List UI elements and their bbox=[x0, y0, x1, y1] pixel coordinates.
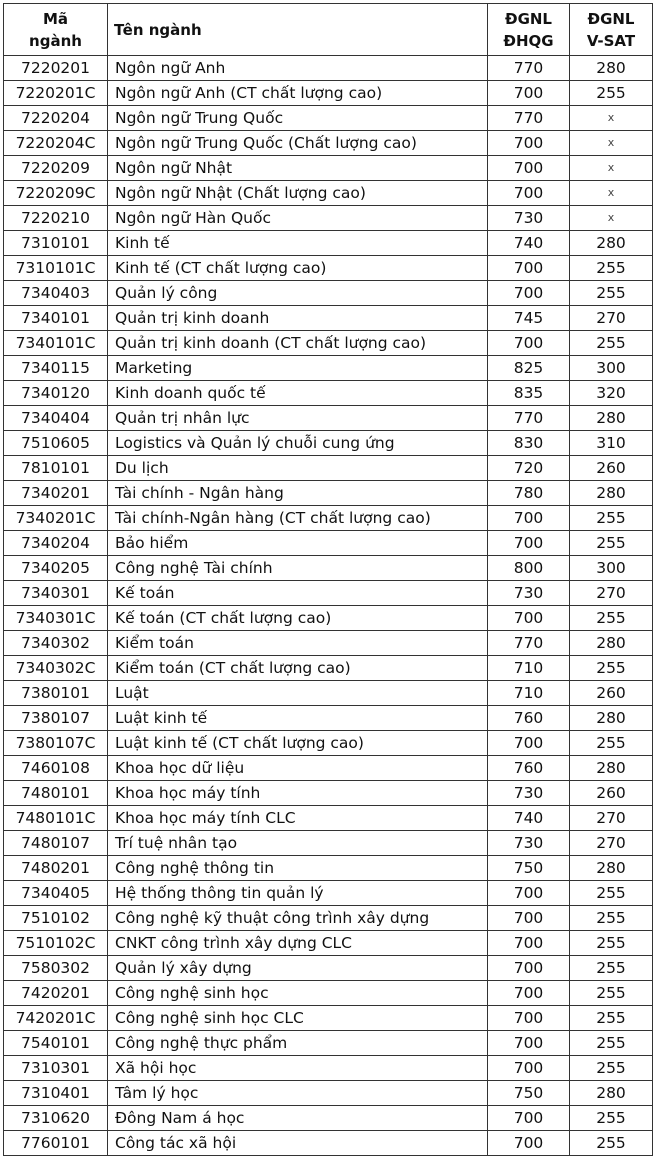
dhqg-score-cell: 700 bbox=[488, 1131, 570, 1156]
table-row bbox=[4, 581, 653, 606]
major-name-cell: Công nghệ Tài chính bbox=[108, 556, 488, 581]
vsat-score-cell: 300 bbox=[570, 356, 653, 381]
table-row bbox=[4, 556, 653, 581]
dhqg-score-cell: 740 bbox=[488, 231, 570, 256]
table-row bbox=[4, 181, 653, 206]
vsat-score-cell: 255 bbox=[570, 1056, 653, 1081]
vsat-score-cell: 280 bbox=[570, 706, 653, 731]
vsat-score-cell: x bbox=[570, 106, 653, 131]
dhqg-score-cell: 700 bbox=[488, 881, 570, 906]
table-row bbox=[4, 56, 653, 81]
table-row bbox=[4, 531, 653, 556]
major-code-cell: 7480101C bbox=[4, 806, 108, 831]
table-row bbox=[4, 206, 653, 231]
dhqg-score-cell: 740 bbox=[488, 806, 570, 831]
major-code-cell: 7340101C bbox=[4, 331, 108, 356]
table-row bbox=[4, 431, 653, 456]
dhqg-score-cell: 745 bbox=[488, 306, 570, 331]
header-code-line2: ngành bbox=[29, 31, 82, 50]
table-row bbox=[4, 1131, 653, 1156]
dhqg-score-cell: 700 bbox=[488, 256, 570, 281]
major-name-cell: Ngôn ngữ Trung Quốc (Chất lượng cao) bbox=[108, 131, 488, 156]
major-code-cell: 7480101 bbox=[4, 781, 108, 806]
vsat-score-cell: 270 bbox=[570, 306, 653, 331]
major-name-cell: Công nghệ thực phẩm bbox=[108, 1031, 488, 1056]
dhqg-score-cell: 770 bbox=[488, 106, 570, 131]
table-row bbox=[4, 306, 653, 331]
dhqg-score-cell: 700 bbox=[488, 281, 570, 306]
major-name-cell: Kiểm toán (CT chất lượng cao) bbox=[108, 656, 488, 681]
dhqg-score-cell: 700 bbox=[488, 956, 570, 981]
table-row bbox=[4, 906, 653, 931]
vsat-score-cell: 255 bbox=[570, 956, 653, 981]
vsat-score-cell: 260 bbox=[570, 781, 653, 806]
header-vsat-line1: ĐGNL bbox=[587, 9, 635, 28]
table-row bbox=[4, 331, 653, 356]
major-code-cell: 7340205 bbox=[4, 556, 108, 581]
major-code-cell: 7580302 bbox=[4, 956, 108, 981]
table-row bbox=[4, 806, 653, 831]
vsat-score-cell: 255 bbox=[570, 256, 653, 281]
dhqg-score-cell: 730 bbox=[488, 781, 570, 806]
dhqg-score-cell: 700 bbox=[488, 931, 570, 956]
major-code-cell: 7760101 bbox=[4, 1131, 108, 1156]
vsat-score-cell: 255 bbox=[570, 506, 653, 531]
major-code-cell: 7220204C bbox=[4, 131, 108, 156]
major-name-cell: Kế toán bbox=[108, 581, 488, 606]
vsat-score-cell: 255 bbox=[570, 931, 653, 956]
vsat-score-cell: 255 bbox=[570, 531, 653, 556]
dhqg-score-cell: 700 bbox=[488, 81, 570, 106]
major-name-cell: Bảo hiểm bbox=[108, 531, 488, 556]
vsat-score-cell: 255 bbox=[570, 606, 653, 631]
major-name-cell: Quản trị nhân lực bbox=[108, 406, 488, 431]
dhqg-score-cell: 800 bbox=[488, 556, 570, 581]
dhqg-score-cell: 700 bbox=[488, 606, 570, 631]
header-dhqg-line2: ĐHQG bbox=[503, 31, 554, 50]
major-name-cell: Công nghệ sinh học CLC bbox=[108, 1006, 488, 1031]
table-row bbox=[4, 356, 653, 381]
major-code-cell: 7220204 bbox=[4, 106, 108, 131]
vsat-score-cell: 255 bbox=[570, 281, 653, 306]
vsat-score-cell: 270 bbox=[570, 806, 653, 831]
major-name-cell: Quản trị kinh doanh (CT chất lượng cao) bbox=[108, 331, 488, 356]
major-name-cell: Luật bbox=[108, 681, 488, 706]
major-name-cell: Trí tuệ nhân tạo bbox=[108, 831, 488, 856]
vsat-score-cell: 255 bbox=[570, 981, 653, 1006]
header-dhqg bbox=[488, 4, 570, 56]
table-row bbox=[4, 506, 653, 531]
dhqg-score-cell: 710 bbox=[488, 656, 570, 681]
vsat-score-cell: 255 bbox=[570, 1106, 653, 1131]
major-code-cell: 7340120 bbox=[4, 381, 108, 406]
dhqg-score-cell: 770 bbox=[488, 56, 570, 81]
table-row bbox=[4, 406, 653, 431]
major-code-cell: 7220209 bbox=[4, 156, 108, 181]
table-row bbox=[4, 156, 653, 181]
table-row bbox=[4, 131, 653, 156]
table-row bbox=[4, 881, 653, 906]
vsat-score-cell: 280 bbox=[570, 631, 653, 656]
major-code-cell: 7340301 bbox=[4, 581, 108, 606]
vsat-score-cell: 280 bbox=[570, 481, 653, 506]
major-code-cell: 7310101 bbox=[4, 231, 108, 256]
dhqg-score-cell: 760 bbox=[488, 756, 570, 781]
major-name-cell: Kinh tế (CT chất lượng cao) bbox=[108, 256, 488, 281]
dhqg-score-cell: 700 bbox=[488, 1106, 570, 1131]
major-name-cell: Ngôn ngữ Anh bbox=[108, 56, 488, 81]
major-name-cell: Công nghệ sinh học bbox=[108, 981, 488, 1006]
major-code-cell: 7380107 bbox=[4, 706, 108, 731]
vsat-score-cell: 255 bbox=[570, 1031, 653, 1056]
major-name-cell: Luật kinh tế bbox=[108, 706, 488, 731]
table-header bbox=[4, 4, 653, 56]
major-name-cell: Ngôn ngữ Trung Quốc bbox=[108, 106, 488, 131]
vsat-score-cell: 270 bbox=[570, 581, 653, 606]
dhqg-score-cell: 700 bbox=[488, 1006, 570, 1031]
dhqg-score-cell: 730 bbox=[488, 581, 570, 606]
major-code-cell: 7380101 bbox=[4, 681, 108, 706]
major-name-cell: Khoa học máy tính CLC bbox=[108, 806, 488, 831]
table-row bbox=[4, 1081, 653, 1106]
header-code bbox=[4, 4, 108, 56]
table-row bbox=[4, 706, 653, 731]
vsat-score-cell: 280 bbox=[570, 856, 653, 881]
dhqg-score-cell: 760 bbox=[488, 706, 570, 731]
vsat-score-cell: 320 bbox=[570, 381, 653, 406]
table-row bbox=[4, 681, 653, 706]
vsat-score-cell: x bbox=[570, 181, 653, 206]
major-code-cell: 7340302 bbox=[4, 631, 108, 656]
vsat-score-cell: 280 bbox=[570, 1081, 653, 1106]
major-code-cell: 7480201 bbox=[4, 856, 108, 881]
vsat-score-cell: 310 bbox=[570, 431, 653, 456]
major-code-cell: 7220201C bbox=[4, 81, 108, 106]
vsat-score-cell: x bbox=[570, 206, 653, 231]
major-code-cell: 7310301 bbox=[4, 1056, 108, 1081]
vsat-score-cell: 255 bbox=[570, 881, 653, 906]
major-name-cell: Du lịch bbox=[108, 456, 488, 481]
header-dhqg-line1: ĐGNL bbox=[505, 9, 552, 28]
table-row bbox=[4, 1031, 653, 1056]
vsat-score-cell: 270 bbox=[570, 831, 653, 856]
major-code-cell: 7220201 bbox=[4, 56, 108, 81]
dhqg-score-cell: 700 bbox=[488, 1031, 570, 1056]
dhqg-score-cell: 700 bbox=[488, 981, 570, 1006]
major-code-cell: 7480107 bbox=[4, 831, 108, 856]
major-name-cell: Luật kinh tế (CT chất lượng cao) bbox=[108, 731, 488, 756]
header-vsat bbox=[570, 4, 653, 56]
dhqg-score-cell: 700 bbox=[488, 906, 570, 931]
major-name-cell: Quản lý xây dựng bbox=[108, 956, 488, 981]
major-name-cell: Kiểm toán bbox=[108, 631, 488, 656]
major-name-cell: Ngôn ngữ Nhật bbox=[108, 156, 488, 181]
major-name-cell: Kinh doanh quốc tế bbox=[108, 381, 488, 406]
dhqg-score-cell: 770 bbox=[488, 631, 570, 656]
table-row bbox=[4, 456, 653, 481]
dhqg-score-cell: 835 bbox=[488, 381, 570, 406]
dhqg-score-cell: 700 bbox=[488, 531, 570, 556]
dhqg-score-cell: 830 bbox=[488, 431, 570, 456]
table-row bbox=[4, 81, 653, 106]
major-code-cell: 7380107C bbox=[4, 731, 108, 756]
table-row bbox=[4, 631, 653, 656]
table-body bbox=[4, 56, 653, 1156]
major-name-cell: Xã hội học bbox=[108, 1056, 488, 1081]
major-name-cell: Ngôn ngữ Nhật (Chất lượng cao) bbox=[108, 181, 488, 206]
vsat-score-cell: 255 bbox=[570, 731, 653, 756]
table-row bbox=[4, 731, 653, 756]
table-row bbox=[4, 231, 653, 256]
major-code-cell: 7340405 bbox=[4, 881, 108, 906]
major-name-cell: Ngôn ngữ Anh (CT chất lượng cao) bbox=[108, 81, 488, 106]
table-row bbox=[4, 781, 653, 806]
dhqg-score-cell: 730 bbox=[488, 206, 570, 231]
major-code-cell: 7340201C bbox=[4, 506, 108, 531]
major-name-cell: Marketing bbox=[108, 356, 488, 381]
vsat-score-cell: 255 bbox=[570, 906, 653, 931]
major-name-cell: Tài chính-Ngân hàng (CT chất lượng cao) bbox=[108, 506, 488, 531]
dhqg-score-cell: 700 bbox=[488, 731, 570, 756]
dhqg-score-cell: 700 bbox=[488, 131, 570, 156]
major-code-cell: 7340201 bbox=[4, 481, 108, 506]
major-name-cell: Quản lý công bbox=[108, 281, 488, 306]
vsat-score-cell: 300 bbox=[570, 556, 653, 581]
major-code-cell: 7220209C bbox=[4, 181, 108, 206]
table-row bbox=[4, 1056, 653, 1081]
table-row bbox=[4, 656, 653, 681]
major-code-cell: 7310101C bbox=[4, 256, 108, 281]
header-code-line1: Mã bbox=[42, 9, 69, 28]
major-code-cell: 7420201C bbox=[4, 1006, 108, 1031]
major-code-cell: 7510605 bbox=[4, 431, 108, 456]
major-code-cell: 7340115 bbox=[4, 356, 108, 381]
dhqg-score-cell: 780 bbox=[488, 481, 570, 506]
table-row bbox=[4, 106, 653, 131]
major-code-cell: 7340302C bbox=[4, 656, 108, 681]
vsat-score-cell: 255 bbox=[570, 656, 653, 681]
major-name-cell: Tâm lý học bbox=[108, 1081, 488, 1106]
major-code-cell: 7340101 bbox=[4, 306, 108, 331]
major-name-cell: CNKT công trình xây dựng CLC bbox=[108, 931, 488, 956]
major-code-cell: 7340403 bbox=[4, 281, 108, 306]
table-row bbox=[4, 981, 653, 1006]
dhqg-score-cell: 700 bbox=[488, 331, 570, 356]
dhqg-score-cell: 700 bbox=[488, 156, 570, 181]
header-name: Tên ngành bbox=[108, 4, 488, 56]
major-name-cell: Tài chính - Ngân hàng bbox=[108, 481, 488, 506]
major-code-cell: 7510102 bbox=[4, 906, 108, 931]
major-name-cell: Kế toán (CT chất lượng cao) bbox=[108, 606, 488, 631]
vsat-score-cell: 280 bbox=[570, 231, 653, 256]
vsat-score-cell: 260 bbox=[570, 681, 653, 706]
major-name-cell: Khoa học dữ liệu bbox=[108, 756, 488, 781]
header-row bbox=[4, 4, 653, 56]
major-code-cell: 7220210 bbox=[4, 206, 108, 231]
vsat-score-cell: 280 bbox=[570, 756, 653, 781]
table-row bbox=[4, 481, 653, 506]
major-name-cell: Công nghệ kỹ thuật công trình xây dựng bbox=[108, 906, 488, 931]
major-name-cell: Logistics và Quản lý chuỗi cung ứng bbox=[108, 431, 488, 456]
vsat-score-cell: 260 bbox=[570, 456, 653, 481]
table-row bbox=[4, 856, 653, 881]
major-code-cell: 7420201 bbox=[4, 981, 108, 1006]
major-code-cell: 7810101 bbox=[4, 456, 108, 481]
major-code-cell: 7460108 bbox=[4, 756, 108, 781]
major-code-cell: 7510102C bbox=[4, 931, 108, 956]
dhqg-score-cell: 700 bbox=[488, 1056, 570, 1081]
dhqg-score-cell: 730 bbox=[488, 831, 570, 856]
vsat-score-cell: 255 bbox=[570, 81, 653, 106]
dhqg-score-cell: 750 bbox=[488, 1081, 570, 1106]
table-row bbox=[4, 1006, 653, 1031]
admission-score-table bbox=[3, 3, 653, 1156]
major-name-cell: Khoa học máy tính bbox=[108, 781, 488, 806]
table-row bbox=[4, 281, 653, 306]
dhqg-score-cell: 720 bbox=[488, 456, 570, 481]
table-row bbox=[4, 956, 653, 981]
table-row bbox=[4, 756, 653, 781]
vsat-score-cell: 255 bbox=[570, 1006, 653, 1031]
major-code-cell: 7310401 bbox=[4, 1081, 108, 1106]
major-name-cell: Công tác xã hội bbox=[108, 1131, 488, 1156]
vsat-score-cell: 255 bbox=[570, 1131, 653, 1156]
major-name-cell: Kinh tế bbox=[108, 231, 488, 256]
major-code-cell: 7540101 bbox=[4, 1031, 108, 1056]
major-code-cell: 7340204 bbox=[4, 531, 108, 556]
dhqg-score-cell: 825 bbox=[488, 356, 570, 381]
table-row bbox=[4, 381, 653, 406]
major-name-cell: Quản trị kinh doanh bbox=[108, 306, 488, 331]
dhqg-score-cell: 750 bbox=[488, 856, 570, 881]
header-vsat-line2: V-SAT bbox=[586, 31, 636, 50]
table-row bbox=[4, 606, 653, 631]
table-row bbox=[4, 931, 653, 956]
vsat-score-cell: 280 bbox=[570, 56, 653, 81]
table-row bbox=[4, 256, 653, 281]
table-row bbox=[4, 831, 653, 856]
table-row bbox=[4, 1106, 653, 1131]
major-name-cell: Ngôn ngữ Hàn Quốc bbox=[108, 206, 488, 231]
vsat-score-cell: 255 bbox=[570, 331, 653, 356]
major-name-cell: Công nghệ thông tin bbox=[108, 856, 488, 881]
vsat-score-cell: 280 bbox=[570, 406, 653, 431]
dhqg-score-cell: 710 bbox=[488, 681, 570, 706]
major-code-cell: 7340301C bbox=[4, 606, 108, 631]
vsat-score-cell: x bbox=[570, 131, 653, 156]
major-name-cell: Hệ thống thông tin quản lý bbox=[108, 881, 488, 906]
dhqg-score-cell: 700 bbox=[488, 506, 570, 531]
vsat-score-cell: x bbox=[570, 156, 653, 181]
major-code-cell: 7340404 bbox=[4, 406, 108, 431]
dhqg-score-cell: 770 bbox=[488, 406, 570, 431]
major-name-cell: Đông Nam á học bbox=[108, 1106, 488, 1131]
major-code-cell: 7310620 bbox=[4, 1106, 108, 1131]
dhqg-score-cell: 700 bbox=[488, 181, 570, 206]
